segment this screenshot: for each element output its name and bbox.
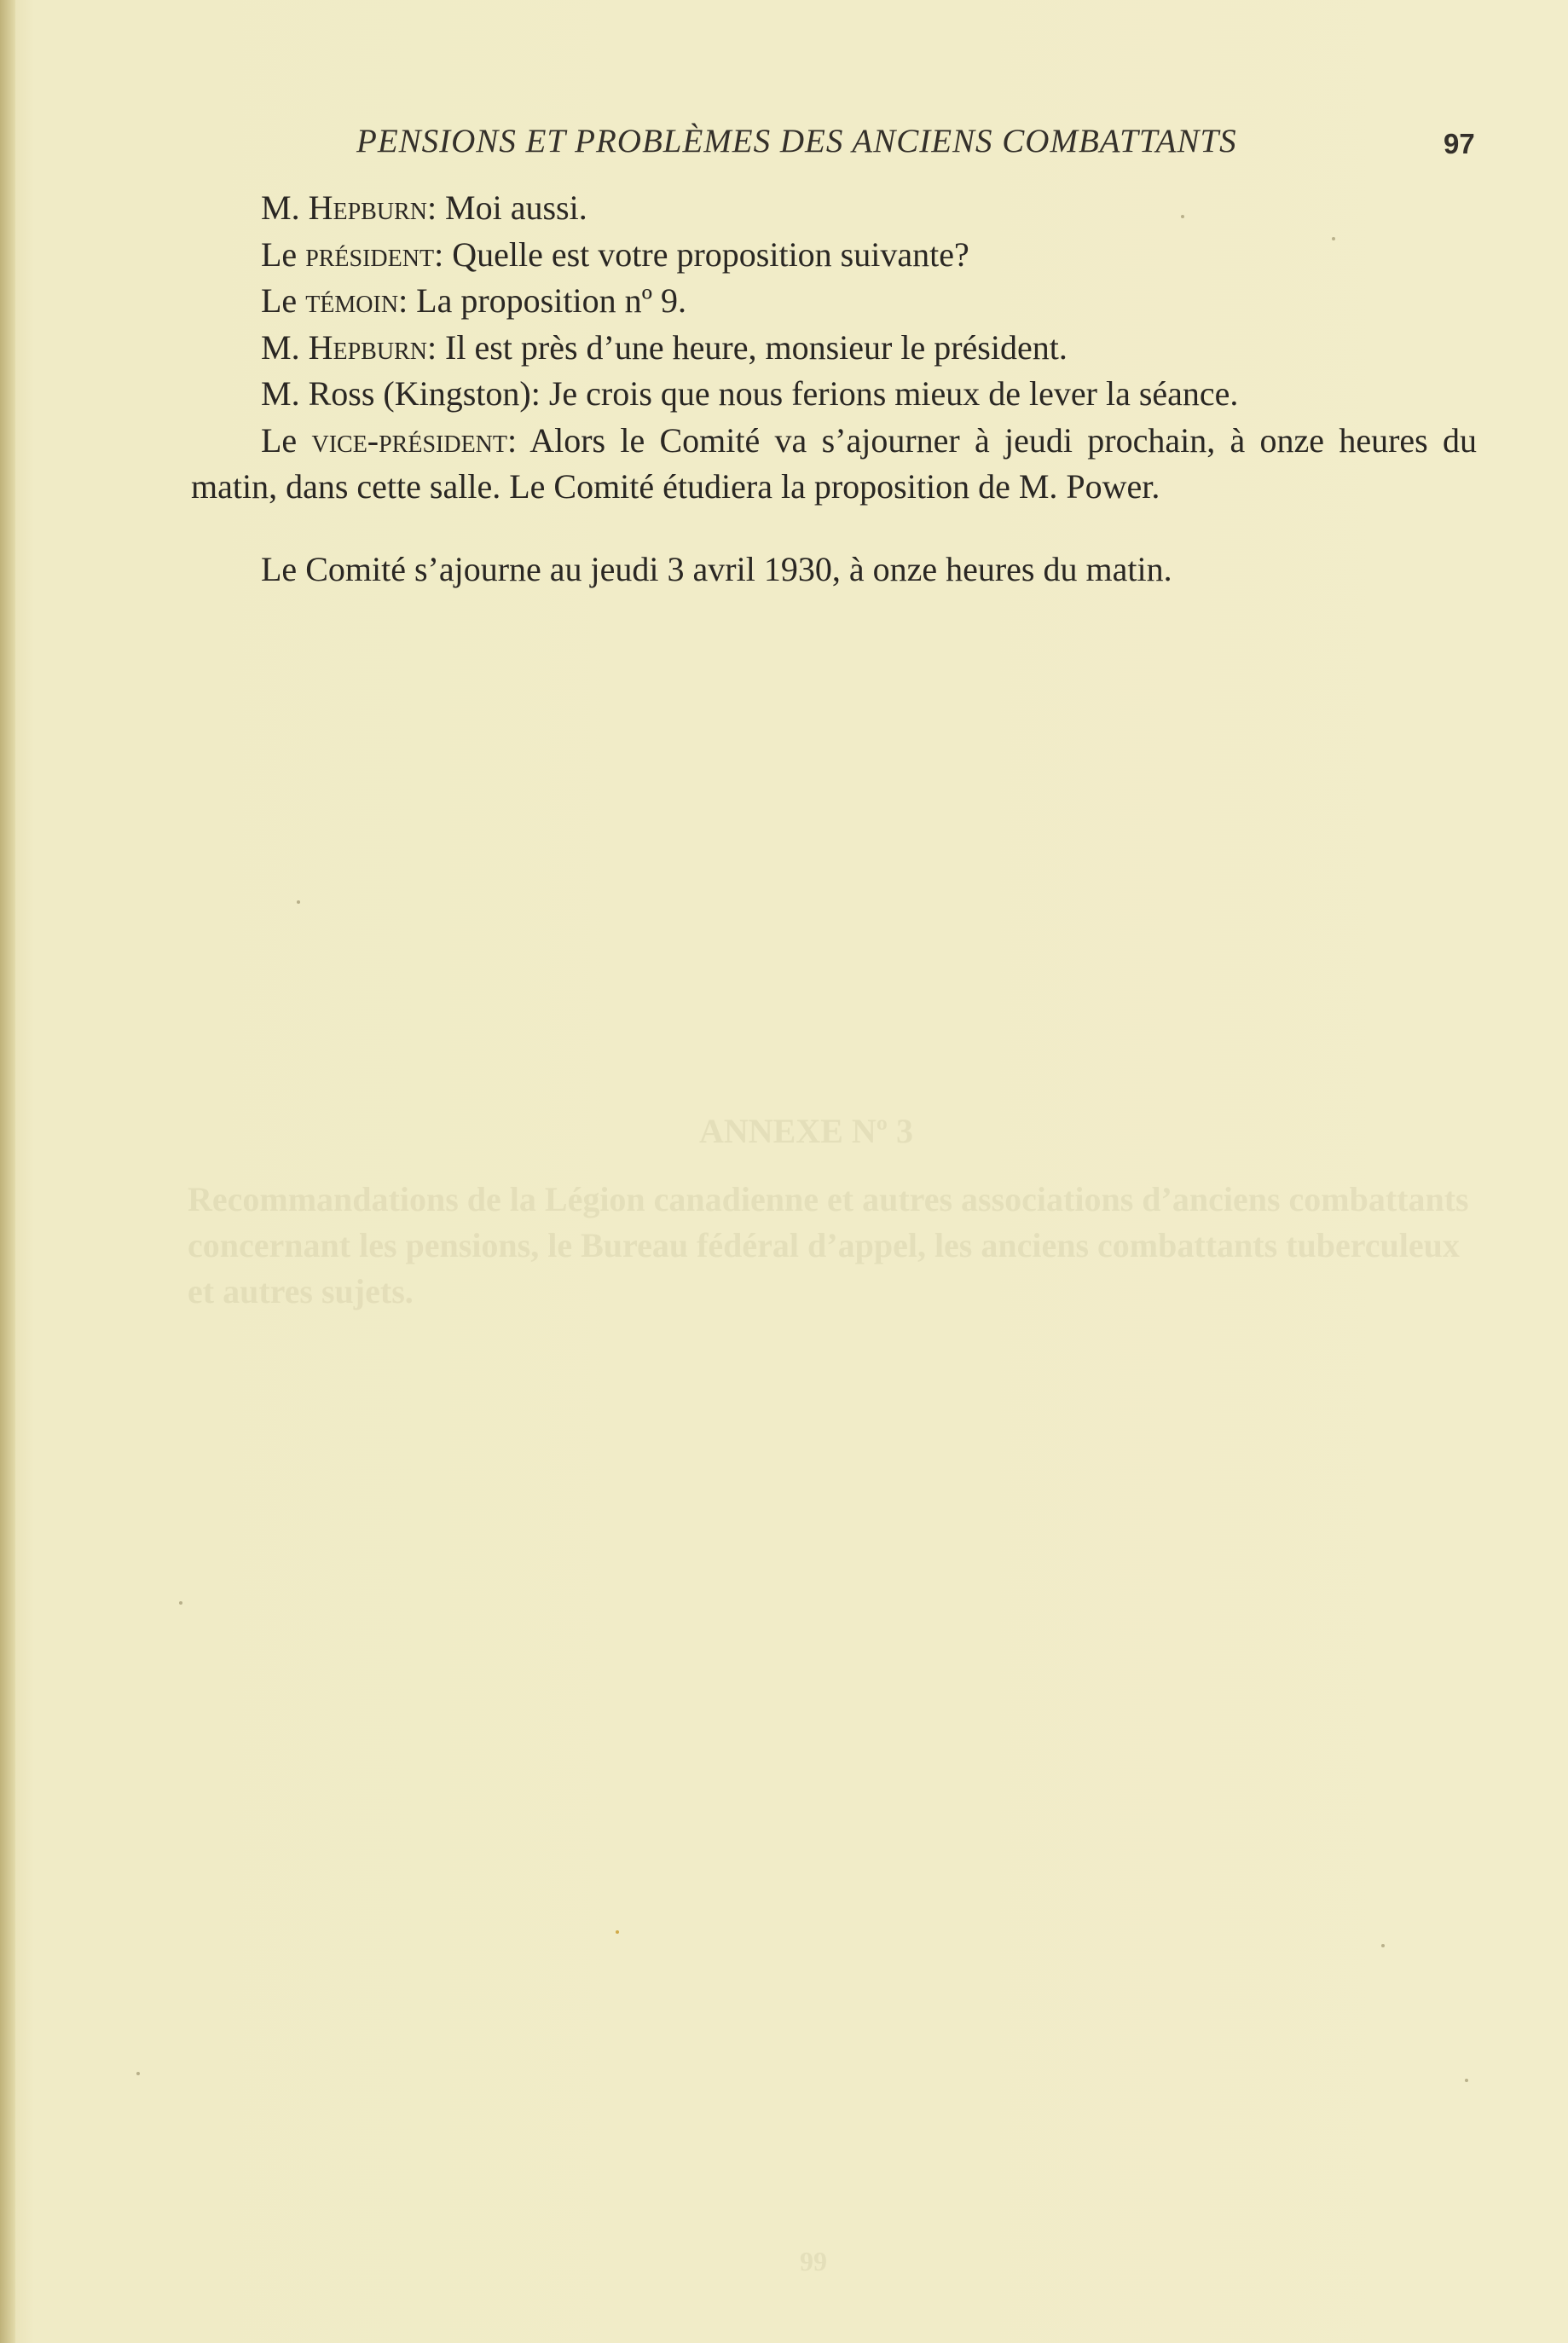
speaker-prefix: M. [261,374,309,413]
paragraph-text: : Alors le Comité va s’ajourner à jeudi prochain, à onze heures du matin, dans cette salle. Le Comité étudiera la proposition de M. Power. [191,420,1478,506]
paragraph-text: : Moi aussi. [426,188,587,227]
paragraph-text: : Quelle est votre proposition suivante? [434,234,969,274]
speaker-name: Hepburn [308,327,427,367]
paper-speck [136,2072,140,2075]
speaker-name: Hepburn [308,188,427,227]
paragraph-text: : La proposition nº 9. [398,281,686,320]
speaker-prefix: Le [261,281,306,320]
speaker-prefix: M. [261,327,309,367]
speaker-prefix: M. [261,188,309,227]
transcript-paragraph [191,371,1477,418]
transcript-paragraph [191,232,1477,279]
paragraph-text: : Il est près d’une heure, monsieur le président. [426,327,1068,367]
paper-speck [1332,237,1335,240]
paper-speck [616,1930,619,1934]
transcript-paragraph [191,325,1477,372]
speaker-name: Ross [308,374,375,413]
paper-speck [297,900,300,904]
bleed-through-body: Recommandations de la Légion canadienne et autres associations d’anciens combattants concernant les pensions, le Bureau fédéral d’appel, les anciens combattants tuberculeux et autres sujets. [188,1180,1469,1310]
page-number: 97 [1444,128,1475,159]
speaker-name: vice-président [311,420,508,460]
page-binding-edge [0,0,15,2343]
transcript-body [191,185,1477,593]
speaker-name: président [305,234,435,274]
speaker-prefix: Le [261,420,312,460]
paragraph-spacer [191,511,1477,547]
transcript-paragraph [191,278,1477,325]
bleed-through-folio: 99 [800,2246,827,2276]
bleed-through-title: ANNEXE Nº 3 [699,1112,913,1150]
transcript-paragraph [191,418,1477,511]
paper-speck [1465,2079,1468,2082]
speaker-name: témoin [305,281,399,320]
paragraph-text: (Kingston): Je crois que nous ferions mieux de lever la séance. [374,374,1239,413]
speaker-prefix: Le [261,234,306,274]
transcript-paragraph [191,185,1477,232]
paper-speck [1381,1944,1385,1947]
paper-speck [179,1601,182,1605]
paper-speck [1181,215,1184,218]
running-title: PENSIONS ET PROBLÈMES DES ANCIENS COMBATTANTS [356,123,1237,159]
closing-line: Le Comité s’ajourne au jeudi 3 avril 1930, à onze heures du matin. [261,549,1172,588]
